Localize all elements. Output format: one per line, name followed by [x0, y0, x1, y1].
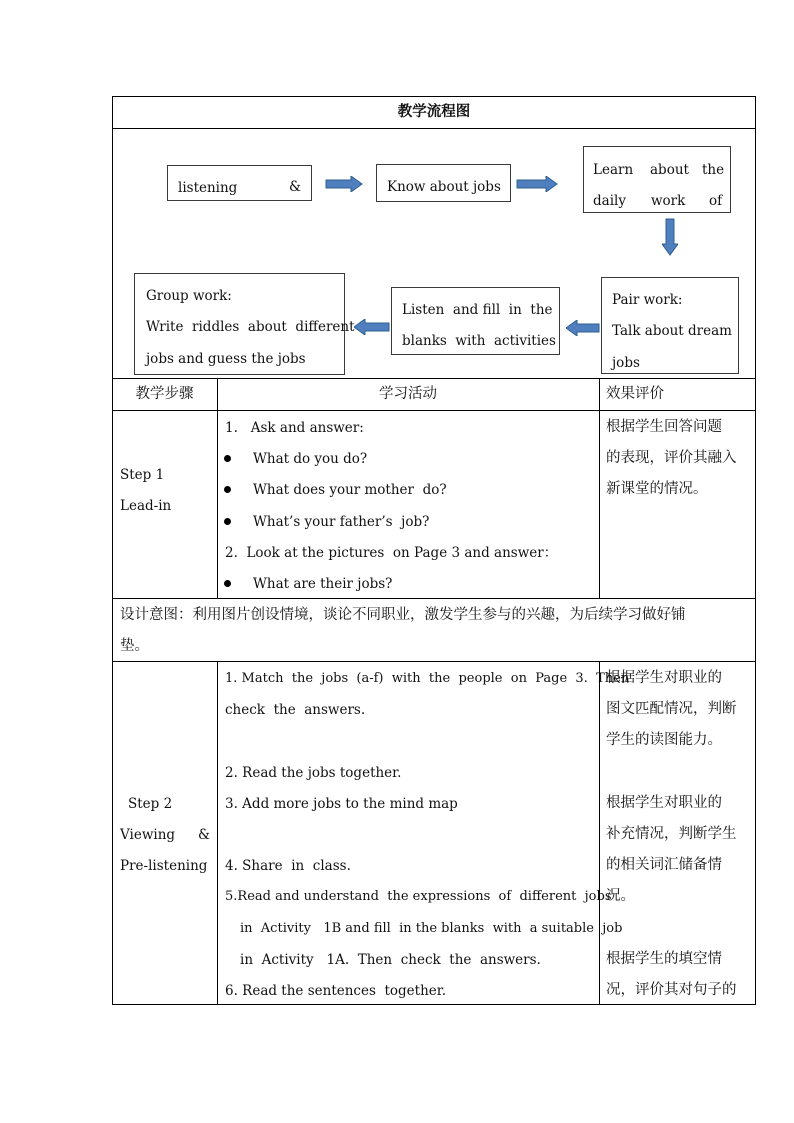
step2-eval: 图文匹配情况，判断 [606, 701, 737, 717]
step2-activity: 1. Match the jobs (a-f) with the people on Page 3. Then [225, 671, 630, 686]
flow-box-group-work-line: jobs and guess the jobs [146, 351, 306, 367]
step1-activity: 2. Look at the pictures on Page 3 and answer： [225, 545, 558, 561]
step2-activity: 3. Add more jobs to the mind map [225, 796, 458, 812]
flow-box-listen-fill-line: Listen and fill in the [402, 302, 553, 318]
step2-activity: check the answers. [225, 702, 366, 718]
bullet-icon [224, 486, 231, 493]
step2-eval: 的相关词汇储备情 [606, 857, 722, 873]
step2-name-a: Viewing [120, 827, 176, 843]
bullet-icon [224, 455, 231, 462]
step2-eval: 学生的读图能力。 [606, 732, 722, 748]
design-row-border [112, 661, 756, 662]
flow-box-pair-work-line: jobs [612, 355, 640, 371]
page-title: 教学流程图 [397, 104, 471, 120]
step2-name-b: & [198, 827, 211, 843]
flow-box-pair-work [601, 277, 739, 374]
arrow-right-icon [325, 176, 363, 192]
flow-word: about [650, 162, 689, 178]
step1-row-border [112, 598, 756, 599]
flow-box-listening-amp: & [289, 179, 302, 195]
flow-box-group-work [134, 273, 355, 375]
step2-eval: 况。 [606, 888, 635, 904]
step2-eval: 根据学生对职业的 [606, 670, 722, 686]
step1-eval: 新课堂的情况。 [606, 481, 708, 497]
step1-label: Step 1 [120, 467, 165, 483]
step2-activity: in Activity 1B and fill in the blanks with a suitable job [240, 921, 623, 936]
flow-box-listening [167, 165, 312, 201]
step2-name-c: Pre-listening [120, 858, 208, 874]
step2-eval: 况，评价其对句子的 [606, 982, 737, 998]
col-divider-1b [217, 661, 218, 1004]
col-divider-1a [217, 378, 218, 598]
arrow-left-icon [354, 319, 390, 335]
step2-eval: 根据学生对职业的 [606, 795, 722, 811]
step1-activity: What are their jobs? [253, 576, 393, 592]
table-top-border [112, 96, 756, 97]
flow-box-group-work-line: Write riddles about different [146, 319, 355, 335]
step2-eval: 补充情况，判断学生 [606, 826, 737, 842]
step1-activity: What’s your father’s job? [253, 514, 430, 530]
flow-word: daily [593, 193, 626, 209]
flow-box-listening-text: listening [178, 180, 238, 196]
step2-activity: in Activity 1A. Then check the answers. [240, 952, 541, 968]
flow-word: Learn [593, 162, 634, 178]
step2-activity: 6. Read the sentences together. [225, 983, 447, 999]
flow-row-border [112, 378, 756, 379]
step2-eval: 根据学生的填空情 [606, 951, 722, 967]
arrow-down-icon [662, 218, 678, 256]
design-intent-cont: 垫。 [120, 638, 149, 654]
header-row-border [112, 410, 756, 411]
arrow-left-icon [566, 320, 600, 336]
flow-box-listen-fill [391, 287, 560, 355]
flow-box-know-about-jobs-text: Know about jobs [387, 179, 501, 195]
col-divider-2b [599, 661, 600, 1004]
step1-eval: 根据学生回答问题 [606, 419, 722, 435]
flow-box-group-work-line: Group work: [146, 288, 232, 304]
step1-activity: 1. Ask and answer: [225, 420, 364, 436]
design-intent: 设计意图：利用图片创设情境，谈论不同职业，激发学生参与的兴趣，为后续学习做好铺 [120, 607, 686, 623]
header-eval: 效果评价 [606, 386, 664, 402]
header-step: 教学步骤 [135, 386, 194, 402]
step1-activity: What does your mother do? [253, 482, 447, 498]
step2-activity: 4. Share in class. [225, 858, 351, 874]
step1-name: Lead-in [120, 498, 172, 514]
step1-eval: 的表现，评价其融入 [606, 450, 737, 466]
bullet-icon [224, 518, 231, 525]
step2-label: Step 2 [128, 796, 173, 812]
bullet-icon [224, 580, 231, 587]
flow-box-listen-fill-line: blanks with activities [402, 333, 556, 349]
flow-box-learn-daily-work [583, 146, 731, 213]
table-left-border [112, 96, 113, 1004]
step1-activity: What do you do? [253, 451, 368, 467]
title-row-border [112, 128, 756, 129]
flow-word: work [651, 193, 686, 209]
flow-word: of [709, 193, 723, 209]
arrow-right-icon [516, 176, 558, 192]
col-divider-2a [599, 378, 600, 598]
flow-box-pair-work-line: Pair work: [612, 292, 683, 308]
table-right-border [755, 96, 756, 1004]
table-bottom-border [112, 1004, 756, 1005]
step2-activity: 5.Read and understand the expressions of different jobs [225, 889, 612, 904]
header-activity: 学习活动 [379, 386, 437, 402]
step2-activity: 2. Read the jobs together. [225, 765, 402, 781]
flow-box-pair-work-line: Talk about dream [612, 323, 732, 339]
flow-word: the [702, 162, 725, 178]
flow-box-know-about-jobs [376, 164, 511, 202]
